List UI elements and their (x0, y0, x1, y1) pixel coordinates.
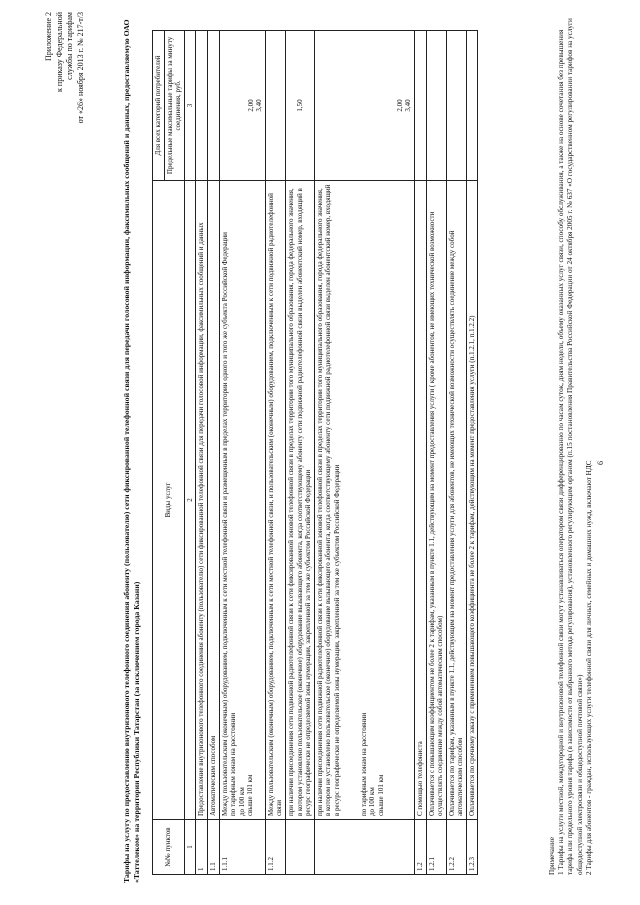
row-number: 1.2.1 (426, 820, 446, 875)
appendix-line: от «26» ноября 2013 г. № 217-т/3 (75, 12, 85, 124)
row-price (466, 31, 478, 181)
table-row (207, 31, 219, 875)
row-price (426, 31, 446, 181)
row-number: 1.2.2 (446, 820, 466, 875)
tariff-table (152, 30, 478, 875)
row-number: 1.1 (207, 820, 219, 875)
row-price: 1,50 (285, 31, 314, 181)
col-number: 1 (184, 820, 196, 875)
row-service: Оплачивается с повышающим коэффициентом не более 2 к тарифам, указанным в пункте 1.1, действующим на момент предоставления услуги ( кроме абонентов, не имеющих технической возможности осуществлять соединение между собой автоматическим способом) (426, 180, 446, 819)
table-row (466, 31, 478, 875)
row-service (219, 180, 265, 819)
table-row (446, 31, 466, 875)
document-title: Тарифы на услугу по предоставлению внутризонового телефонного соединения абоненту (пользователю) сети фиксированной телефонной связи для передачи голосовой информации, факсимильных сообщений и данных, предоставляемую ОАО «Таттелеком» на территории Республики Татарстан (за исключением города Казани) (122, 19, 141, 883)
row-price (446, 31, 466, 181)
table-row (265, 31, 285, 875)
notes-section (548, 15, 594, 875)
row-number: 1.1.1 (219, 820, 265, 875)
appendix-line: Приложение 2 (44, 12, 53, 61)
price-value: 3,40 (404, 99, 413, 112)
row-service-text: Между пользовательским (оконечным) оборудованием, подключенным к сети местной телефонной связи и размещенным в пределах территории одного и того же субъекта Российской Федерации (220, 232, 229, 817)
table-row (285, 31, 314, 875)
row-number (285, 820, 314, 875)
distance-line: свыше 101 км (246, 774, 255, 817)
appendix-line: к приказу Федеральной (54, 12, 64, 92)
row-service: Между пользовательским (оконечным) оборудованием, подключенным к сети местной телефонной связи, и пользовательским (оконечным) оборудованием, подключенным к сети подвижной радиотелефонной связи (265, 180, 285, 819)
col-header-service: Виды услуг (153, 180, 185, 819)
row-service: Оплачивается по тарифам, указанным в пункте 1.1, действующим на момент предоставления услуги для абонентов, не имеющих технической возможности осуществлять соединение между собой автоматическим способом (446, 180, 466, 819)
row-number: 1.2.3 (466, 820, 478, 875)
col-header-num: №№ пунктов (153, 820, 185, 875)
row-price (219, 31, 265, 181)
row-price (196, 31, 208, 181)
distance-line: до 100 км (368, 787, 377, 817)
price-value: 2,00 (246, 99, 255, 112)
row-price (265, 31, 285, 181)
table-row (414, 31, 426, 875)
appendix-line: службы по тарифам (65, 12, 74, 80)
appendix-header (44, 12, 86, 187)
row-service: С помощью телефониста (414, 180, 426, 819)
row-service: Оплачивается по срочному заказу с применением повышающего коэффициента не более 2 к тарифам, действующим на момент предоставления услуги (п.1.2.1, п.1.2.2) (466, 180, 478, 819)
row-service-sub: по тарифным зонам на расстоянии (229, 712, 238, 817)
price-value: 2,00 (395, 99, 404, 112)
row-number: 1 (196, 820, 208, 875)
row-service: Предоставление внутризонового телефонного соединения абоненту (пользователю) сети фиксированной телефонной связи для передачи голосовой информации, факсимильных сообщений и данных (196, 180, 208, 819)
row-service-text: при наличии присоединения сети подвижной радиотелефонной связи к сети фиксированной зоновой телефонной связи в пределах территории того муниципального образования, города федерального значения, в котором не установлено пользовательское (оконечное) оборудование вызывающего абонента, когда соответствующему абоненту сети подвижной радиотелефонной связи выделен абонентский номер, входящий в ресурс географически не определяемой зоны нумерации, закрепленной за тем же субъектом Российской Федерации (315, 184, 341, 817)
col-header-price: Предельные максимальные тарифы за минуту соединения, руб. (164, 31, 184, 181)
table-row (219, 31, 265, 875)
row-service: при наличии присоединения сети подвижной радиотелефонной связи к сети фиксированной зоновой телефонной связи в пределах территории того муниципального образования, города федерального значения, в котором установлено пользовательское (оконечное) оборудование вызывающего абонента, когда соответствующему абоненту сети подвижной радиотелефонной связи выделен абонентский номер, входящий в ресурс географически не определяемой зоны нумерации, закрепленной за тем же субъектом Российской Федерации (285, 180, 314, 819)
table-row (196, 31, 208, 875)
row-service: Автоматическим способом (207, 180, 219, 819)
column-number-row (184, 31, 196, 875)
row-price (414, 31, 426, 181)
col-header-price-group: Для всех категорий потребителей (153, 31, 165, 181)
distance-line: до 100 км (237, 787, 246, 817)
notes-heading: Примечание (548, 837, 556, 875)
note-item: 1 Тарифы на услуги местной, междугородной и внутризоновой телефонной связи могут устанавливаться оператором связи дифференцированно по часам суток, дням недели, объему оказанных услуг связи, способу обслуживания, а также на основе сочетания без превышения тарифа или предельного уровня тарифа (в зависимости от выбранного метода регулирования), установленного регулирующим органом (п.15 постановления Правительства Российской Федерации от 24 октября 2005 г. № 637 «О государственном регулировании тарифов на услуги общедоступной электросвязи и общедоступной почтовой связи») (557, 18, 584, 875)
price-value: 3,40 (255, 99, 264, 112)
row-number: 1.1.2 (265, 820, 285, 875)
note-item: 2 Тарифы для абонентов - граждан, использующих услуги телефонной связи для личных, семейных и домашних нужд, включают НДС (584, 460, 593, 875)
distance-line: свыше 101 км (376, 774, 385, 817)
row-service-sub: по тарифным зонам на расстоянии (359, 712, 368, 817)
row-price (207, 31, 219, 181)
table-row (314, 31, 414, 875)
table-header-row (153, 31, 165, 875)
row-price (314, 31, 414, 181)
page-number: 6 (596, 461, 605, 465)
table-row (426, 31, 446, 875)
row-number (314, 820, 414, 875)
row-service (314, 180, 414, 819)
row-number: 1.2 (414, 820, 426, 875)
col-number: 2 (184, 180, 196, 819)
col-number: 3 (184, 31, 196, 181)
